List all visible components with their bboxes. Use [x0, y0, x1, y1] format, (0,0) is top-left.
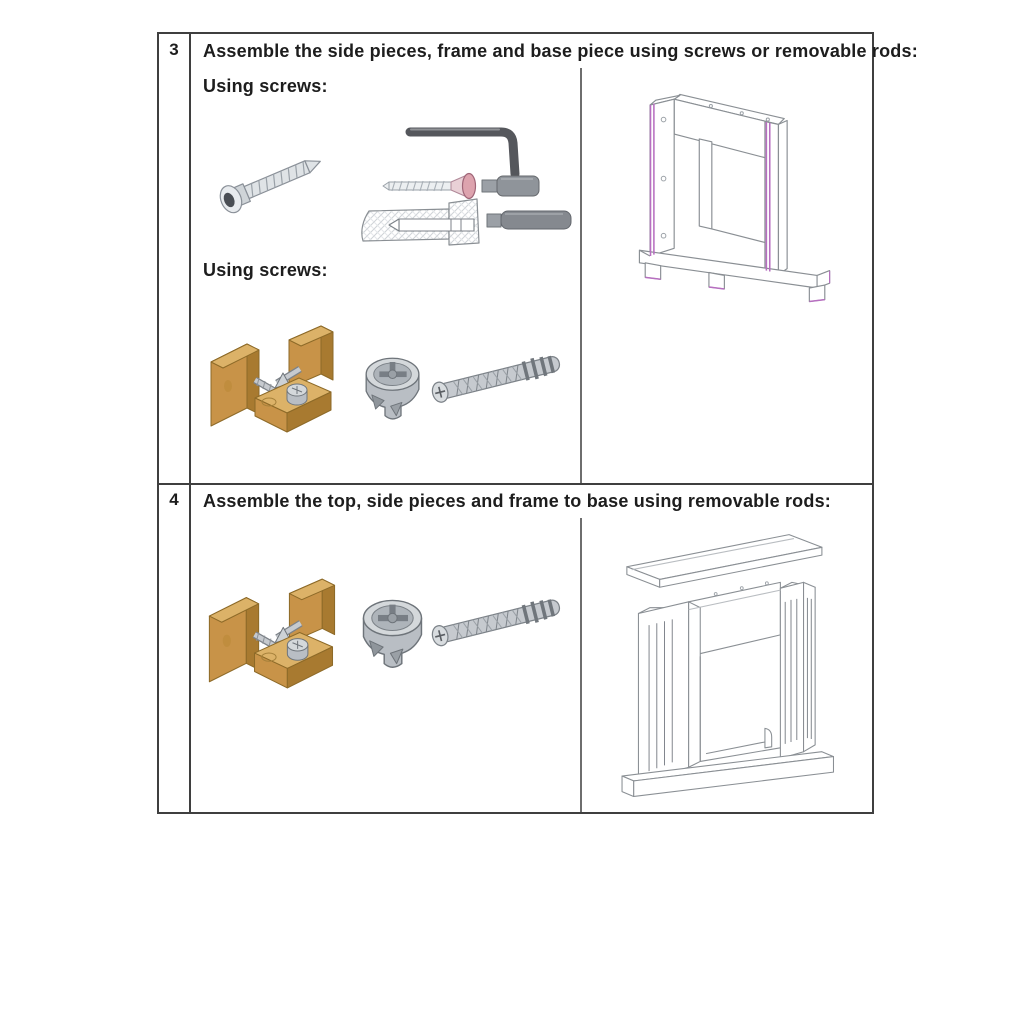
- cam-lock-fitting-illustration: [349, 587, 437, 675]
- frame-and-base-assembly-diagram: [595, 76, 875, 318]
- number-column-divider: [189, 34, 191, 812]
- cam-bolt-wood-joint-illustration: [201, 573, 345, 691]
- row-divider: [159, 483, 872, 485]
- cam-lock-fitting-illustration: [353, 346, 433, 426]
- step-title: Assemble the side pieces, frame and base piece using screws or removable rods:: [203, 41, 918, 61]
- usage-label: Using screws:: [203, 260, 328, 280]
- step-number: 3: [169, 40, 179, 59]
- instruction-table: [157, 32, 918, 814]
- usage-label: Using screws:: [203, 76, 328, 96]
- step4-content-divider: [580, 518, 582, 812]
- hex-key-and-bolt-set-illustration: [353, 110, 585, 252]
- knurled-dowel-rod-illustration: [425, 340, 577, 413]
- step-number: 4: [169, 490, 179, 509]
- confirmat-screw-illustration: [209, 128, 337, 238]
- top-and-mantel-assembly-diagram: [595, 522, 875, 814]
- knurled-dowel-rod-illustration: [425, 583, 577, 657]
- cam-bolt-wood-joint-illustration: [203, 320, 343, 435]
- step-title: Assemble the top, side pieces and frame to base using removable rods:: [203, 491, 831, 511]
